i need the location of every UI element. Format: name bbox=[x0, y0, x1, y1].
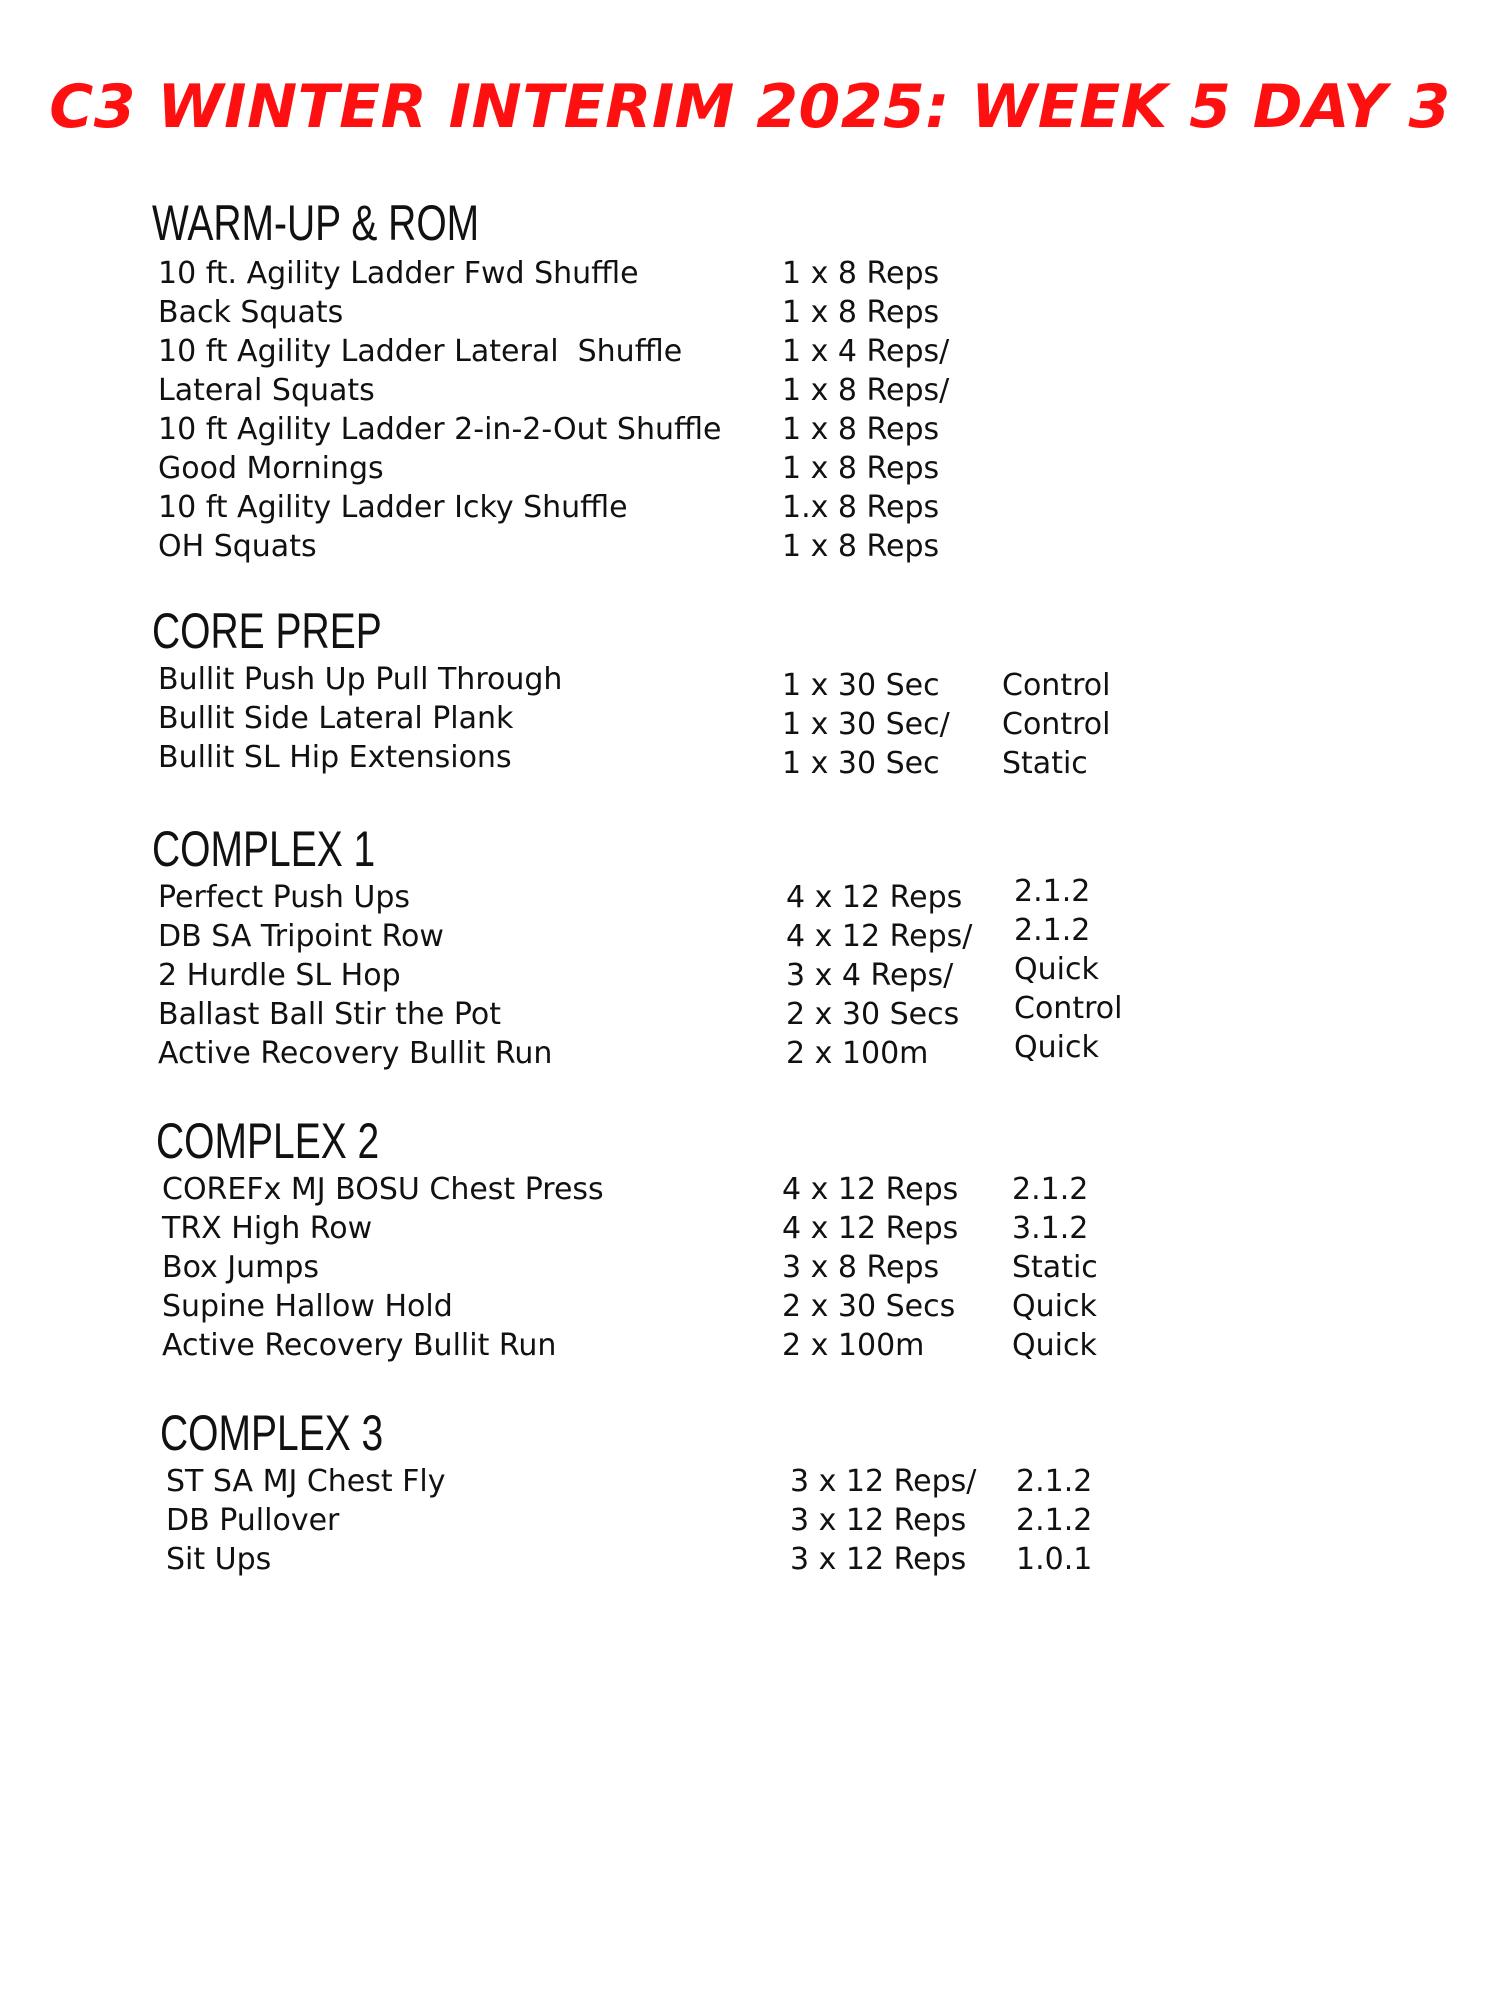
section-complex-2 bbox=[156, 1112, 1098, 1365]
exercise-dose: 3 x 12 Reps bbox=[790, 1503, 967, 1538]
exercise-name: 10 ft. Agility Ladder Fwd Shuffle bbox=[158, 256, 639, 291]
exercise-row bbox=[156, 1209, 1089, 1248]
exercise-name: 10 ft Agility Ladder 2-in-2-Out Shuffle bbox=[158, 412, 722, 447]
exercise-tempo: 2.1.2 bbox=[1016, 1464, 1093, 1499]
exercise-dose: 2 x 30 Secs bbox=[782, 1289, 956, 1324]
exercise-name: Active Recovery Bullit Run bbox=[162, 1328, 557, 1363]
exercise-dose: 2 x 100m bbox=[782, 1328, 925, 1363]
exercise-row bbox=[156, 1170, 1089, 1209]
exercise-name: COREFx MJ BOSU Chest Press bbox=[162, 1172, 604, 1207]
exercise-name: Ballast Ball Stir the Pot bbox=[158, 997, 502, 1032]
exercise-tempo: Static bbox=[1012, 1250, 1098, 1285]
exercise-dose: 1 x 8 Reps bbox=[782, 529, 940, 564]
exercise-dose: 1 x 30 Sec/ bbox=[782, 707, 950, 742]
exercise-name: 10 ft Agility Ladder Lateral Shuffle bbox=[158, 334, 683, 369]
exercise-dose: 1 x 8 Reps bbox=[782, 451, 940, 486]
exercise-dose: 1 x 8 Reps/ bbox=[782, 373, 950, 408]
section-core-prep bbox=[152, 602, 1111, 781]
exercise-tempo: Quick bbox=[1012, 1289, 1097, 1324]
exercise-dose: 1 x 8 Reps bbox=[782, 412, 940, 447]
exercise-tempo: 1.0.1 bbox=[1016, 1542, 1093, 1577]
exercise-row bbox=[152, 293, 940, 332]
exercise-name: Bullit SL Hip Extensions bbox=[158, 740, 512, 775]
exercise-dose: 4 x 12 Reps bbox=[782, 1211, 959, 1246]
exercise-dose: 4 x 12 Reps bbox=[786, 880, 963, 915]
exercise-row bbox=[152, 410, 940, 449]
exercise-name: Bullit Side Lateral Plank bbox=[158, 701, 514, 736]
exercise-name: Bullit Push Up Pull Through bbox=[158, 662, 563, 697]
exercise-row bbox=[152, 449, 940, 488]
section-heading: COMPLEX 3 bbox=[160, 1405, 384, 1461]
exercise-name: 2 Hurdle SL Hop bbox=[158, 958, 401, 993]
exercise-dose: 1 x 8 Reps bbox=[782, 295, 940, 330]
exercise-name: Box Jumps bbox=[162, 1250, 320, 1285]
exercise-dose: 3 x 12 Reps bbox=[790, 1542, 967, 1577]
exercise-row bbox=[152, 527, 940, 566]
section-heading: WARM-UP & ROM bbox=[152, 195, 480, 251]
exercise-row bbox=[160, 1540, 1093, 1579]
exercise-name: Supine Hallow Hold bbox=[162, 1289, 453, 1324]
exercise-name: 10 ft Agility Ladder Icky Shuffle bbox=[158, 490, 628, 525]
exercise-row bbox=[152, 991, 1123, 1034]
exercise-row bbox=[152, 1030, 1099, 1073]
exercise-row bbox=[152, 952, 1099, 995]
exercise-name: DB SA Tripoint Row bbox=[158, 919, 444, 954]
exercise-dose: 1 x 4 Reps/ bbox=[782, 334, 950, 369]
exercise-tempo: Static bbox=[1002, 746, 1088, 781]
exercise-tempo: 2.1.2 bbox=[1012, 1172, 1089, 1207]
page-title: C3 WINTER INTERIM 2025: WEEK 5 DAY 3 bbox=[49, 72, 1451, 142]
exercise-tempo: Quick bbox=[1012, 1328, 1097, 1363]
exercise-dose: 3 x 12 Reps/ bbox=[790, 1464, 977, 1499]
exercise-row bbox=[152, 913, 1091, 956]
section-heading: CORE PREP bbox=[152, 603, 382, 659]
exercise-name: DB Pullover bbox=[166, 1503, 340, 1538]
exercise-row bbox=[160, 1462, 1093, 1501]
exercise-row bbox=[152, 699, 1111, 742]
exercise-row bbox=[156, 1248, 1098, 1287]
exercise-name: Perfect Push Ups bbox=[158, 880, 411, 915]
exercise-tempo: 3.1.2 bbox=[1012, 1211, 1089, 1246]
exercise-row bbox=[156, 1326, 1097, 1365]
section-complex-1 bbox=[152, 820, 1123, 1073]
exercise-row bbox=[152, 254, 940, 293]
exercise-tempo: Quick bbox=[1014, 952, 1099, 987]
section-heading: COMPLEX 1 bbox=[152, 821, 376, 877]
exercise-dose: 1 x 30 Sec bbox=[782, 746, 940, 781]
exercise-dose: 1 x 8 Reps bbox=[782, 256, 940, 291]
exercise-tempo: 2.1.2 bbox=[1014, 913, 1091, 948]
exercise-tempo: 2.1.2 bbox=[1014, 874, 1091, 909]
exercise-row bbox=[156, 1287, 1097, 1326]
exercise-name: TRX High Row bbox=[162, 1211, 373, 1246]
exercise-name: Sit Ups bbox=[166, 1542, 272, 1577]
exercise-dose: 1 x 30 Sec bbox=[782, 668, 940, 703]
exercise-dose: 2 x 100m bbox=[786, 1036, 929, 1071]
exercise-dose: 3 x 8 Reps bbox=[782, 1250, 940, 1285]
exercise-dose: 4 x 12 Reps/ bbox=[786, 919, 973, 954]
exercise-row bbox=[152, 371, 950, 410]
exercise-dose: 4 x 12 Reps bbox=[782, 1172, 959, 1207]
exercise-name: Good Mornings bbox=[158, 451, 384, 486]
exercise-tempo: Quick bbox=[1014, 1030, 1099, 1065]
exercise-name: ST SA MJ Chest Fly bbox=[166, 1464, 446, 1499]
exercise-name: OH Squats bbox=[158, 529, 317, 564]
exercise-tempo: Control bbox=[1002, 668, 1111, 703]
exercise-row bbox=[152, 874, 1091, 917]
exercise-dose: 1.x 8 Reps bbox=[782, 490, 940, 525]
exercise-row bbox=[160, 1501, 1093, 1540]
exercise-dose: 3 x 4 Reps/ bbox=[786, 958, 954, 993]
exercise-name: Back Squats bbox=[158, 295, 344, 330]
exercise-dose: 2 x 30 Secs bbox=[786, 997, 960, 1032]
exercise-name: Active Recovery Bullit Run bbox=[158, 1036, 553, 1071]
exercise-row bbox=[152, 738, 1088, 781]
exercise-name: Lateral Squats bbox=[158, 373, 375, 408]
exercise-tempo: Control bbox=[1002, 707, 1111, 742]
exercise-row bbox=[152, 488, 940, 527]
exercise-row bbox=[152, 660, 1111, 703]
exercise-tempo: Control bbox=[1014, 991, 1123, 1026]
section-complex-3 bbox=[160, 1404, 1093, 1579]
exercise-tempo: 2.1.2 bbox=[1016, 1503, 1093, 1538]
section-heading: COMPLEX 2 bbox=[156, 1113, 380, 1169]
section-warmup bbox=[152, 194, 950, 566]
exercise-row bbox=[152, 332, 950, 371]
